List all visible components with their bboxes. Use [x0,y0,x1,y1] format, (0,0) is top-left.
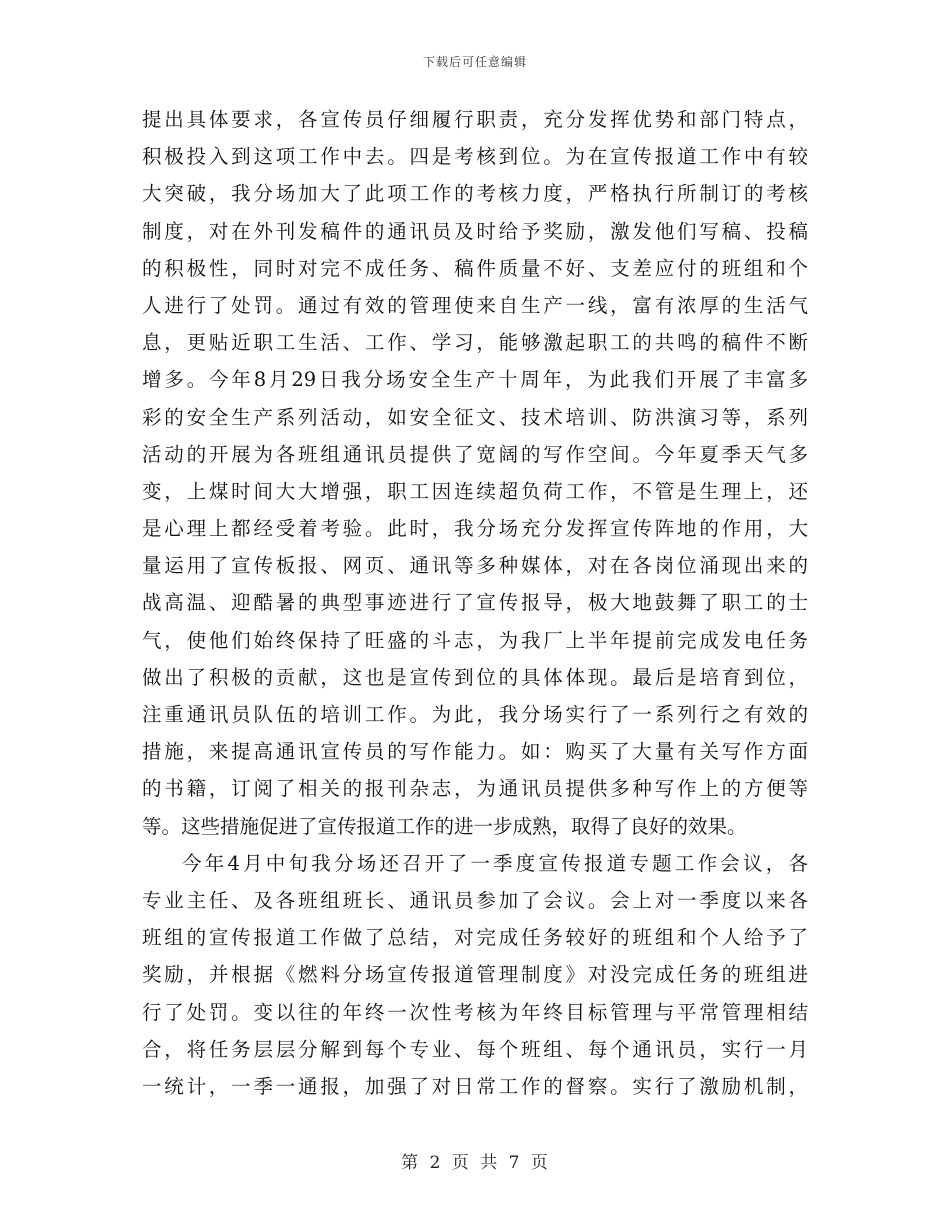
text-line: 的书籍，订阅了相关的报刊杂志，为通讯员提供多种写作上的方便等 [142,777,808,801]
paragraph-start-line: 今年4月中旬我分场还召开了一季度宣传报道专题工作会议，各 [182,851,808,875]
text-line: 注重通讯员队伍的培训工作。为此，我分场实行了一系列行之有效的 [142,703,808,726]
text-line: 变，上煤时间大大增强，职工因连续超负荷工作，不管是生理上，还 [142,479,808,503]
text-line: 班组的宣传报道工作做了总结，对完成任务较好的班组和个人给予了 [142,926,808,950]
text-line: 战高温、迎酷暑的典型事迹进行了宣传报导，极大地鼓舞了职工的士 [142,591,808,615]
text-line: 增多。今年8月29日我分场安全生产十周年，为此我们开展了丰富多 [142,368,808,392]
text-line: 等。这些措施促进了宣传报道工作的进一步成熟，取得了良好的效果。 [142,814,747,838]
page-footer: 第 2 页 共 7 页 [401,1153,549,1173]
text-line: 合，将任务层层分解到每个专业、每个班组、每个通讯员，实行一月 [142,1037,808,1061]
text-line: 积极投入到这项工作中去。四是考核到位。为在宣传报道工作中有较 [142,145,808,169]
document-body [142,101,808,1105]
text-line: 气，使他们始终保持了旺盛的斗志，为我厂上半年提前完成发电任务 [142,628,808,652]
text-line: 活动的开展为各班组通讯员提供了宽阔的写作空间。今年夏季天气多 [142,442,808,466]
text-line: 措施，来提高通讯宣传员的写作能力。如：购买了大量有关写作方面 [142,740,808,764]
text-line: 行了处罚。变以往的年终一次性考核为年终目标管理与平常管理相结 [142,1000,808,1024]
text-line: 一统计，一季一通报，加强了对日常工作的督察。实行了激励机制， [142,1074,808,1098]
text-line: 提出具体要求，各宣传员仔细履行职责，充分发挥优势和部门特点， [142,108,808,131]
text-line: 制度，对在外刊发稿件的通讯员及时给予奖励，激发他们写稿、投稿 [142,219,808,243]
text-line: 彩的安全生产系列活动，如安全征文、技术培训、防洪演习等，系列 [142,405,808,429]
text-line: 奖励，并根据《燃料分场宣传报道管理制度》对没完成任务的班组进 [142,963,808,987]
text-line: 的积极性，同时对完不成任务、稿件质量不好、支差应付的班组和个 [142,256,808,280]
text-line: 做出了积极的贡献，这也是宣传到位的具体体现。最后是培育到位， [142,665,808,689]
text-line: 息，更贴近职工生活、工作、学习，能够激起职工的共鸣的稿件不断 [142,331,808,355]
text-line: 是心理上都经受着考验。此时，我分场充分发挥宣传阵地的作用，大 [142,517,808,541]
text-line: 专业主任、及各班组班长、通讯员参加了会议。会上对一季度以来各 [142,888,808,912]
text-line: 量运用了宣传板报、网页、通讯等多种媒体，对在各岗位涌现出来的 [142,554,808,578]
text-line: 人进行了处罚。通过有效的管理使来自生产一线，富有浓厚的生活气 [142,293,808,317]
text-line: 大突破，我分场加大了此项工作的考核力度，严格执行所制订的考核 [142,182,808,206]
page-header: 下载后可任意编辑 [422,55,527,69]
